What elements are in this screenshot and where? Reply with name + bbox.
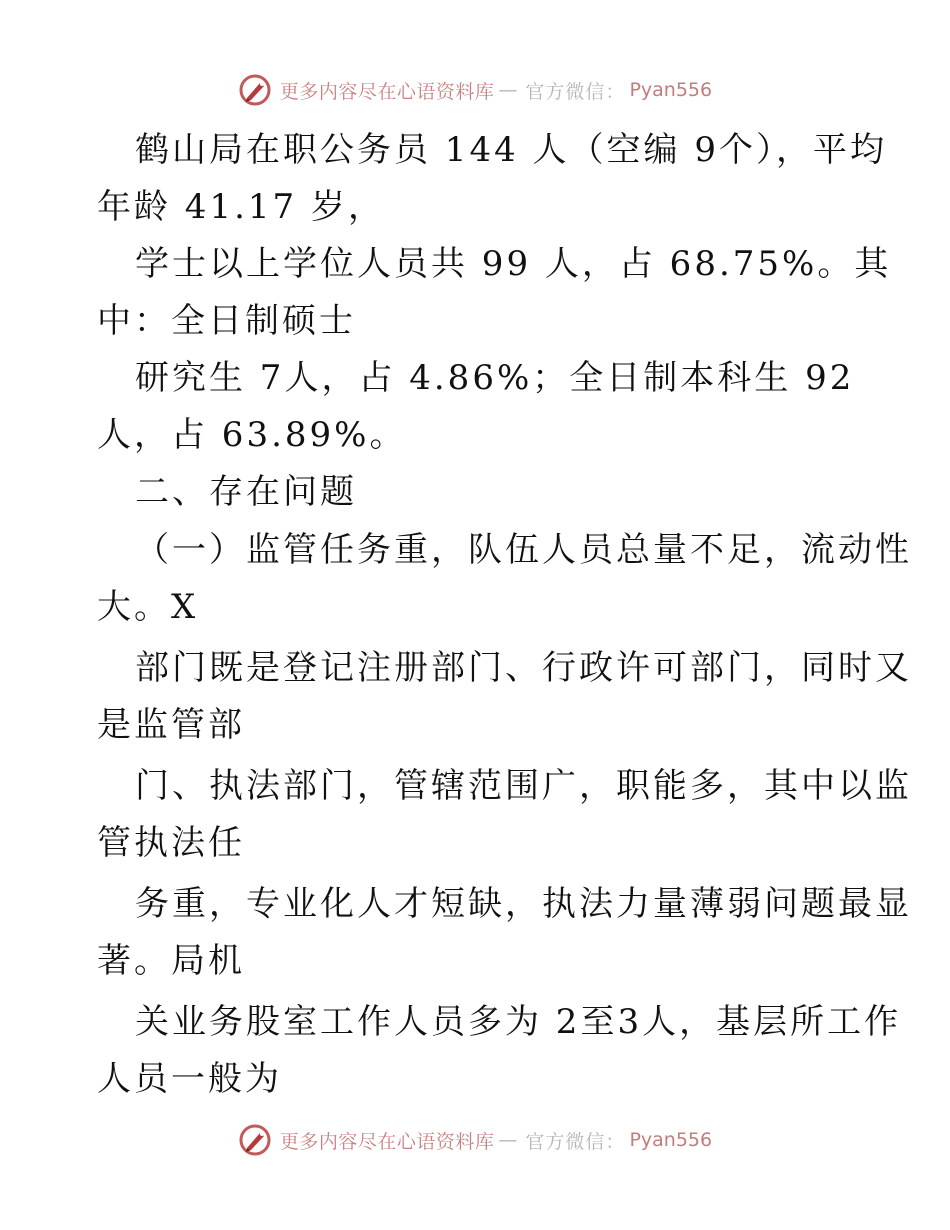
watermark-separator: — (498, 1129, 518, 1151)
watermark-wechat-label: 官方微信： (525, 80, 626, 103)
watermark-wechat-id: Pyan556 (629, 79, 713, 101)
header-watermark (0, 70, 950, 110)
body-line: 大。X (97, 587, 199, 627)
pen-circle-logo-icon (238, 73, 272, 107)
body-line: 关业务股室工作人员多为 2至3人，基层所工作 (135, 1002, 902, 1042)
watermark-wechat-id: Pyan556 (629, 1129, 713, 1151)
body-line: 门、执法部门，管辖范围广，职能多，其中以监 (135, 766, 912, 806)
section-heading: 二、存在问题 (135, 472, 357, 512)
watermark-main-text: 更多内容尽在心语资料库 (279, 1130, 495, 1153)
body-line: 学士以上学位人员共 99 人，占 68.75%。其 (135, 244, 892, 284)
footer-watermark (0, 1120, 950, 1160)
body-line: 部门既是登记注册部门、行政许可部门，同时又 (135, 648, 912, 688)
body-line: 人，占 63.89%。 (97, 415, 407, 455)
body-line: 中：全日制硕士 (97, 301, 356, 341)
body-line: 人员一般为 (97, 1059, 282, 1099)
body-line: 年龄 41.17 岁， (97, 187, 385, 227)
watermark-separator: — (498, 79, 518, 101)
body-line: （一）监管任务重，队伍人员总量不足，流动性 (135, 530, 912, 570)
pen-circle-logo-icon (238, 1123, 272, 1157)
body-line: 研究生 7人，占 4.86%；全日制本科生 92 (135, 358, 855, 398)
watermark-wechat-label: 官方微信： (525, 1130, 626, 1153)
body-line: 管执法任 (97, 823, 245, 863)
body-line: 鹤山局在职公务员 144 人（空编 9个），平均 (135, 130, 887, 170)
body-line: 是监管部 (97, 705, 245, 745)
body-line: 著。局机 (97, 941, 245, 981)
watermark-main-text: 更多内容尽在心语资料库 (279, 80, 495, 103)
body-line: 务重，专业化人才短缺，执法力量薄弱问题最显 (135, 884, 912, 924)
